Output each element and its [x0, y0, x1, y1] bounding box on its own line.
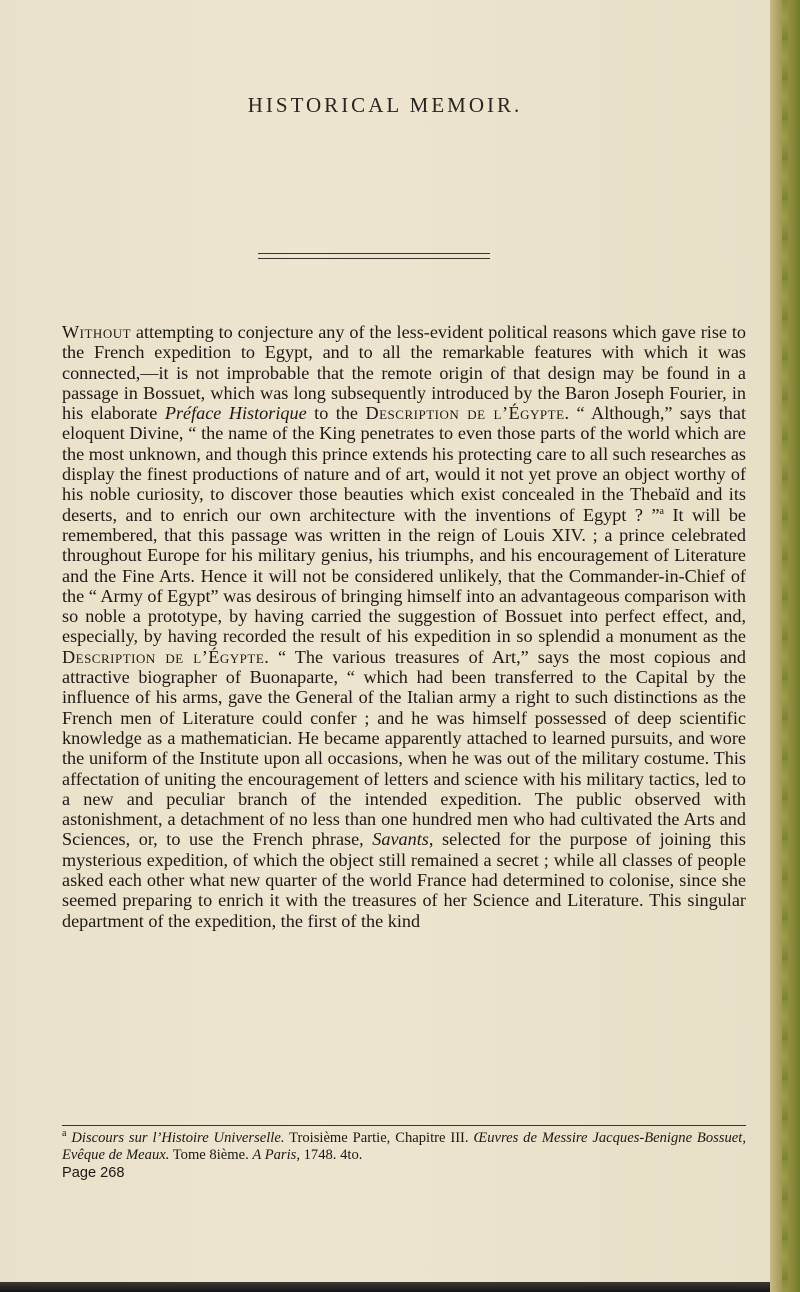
body-paragraph: Without attempting to conjecture any of the less-evident political reasons which gave rise to the French expedition to Egypt, and to all the remarkable features with which it was connected,—it is not improbable that the remote origin of that design may be found in a passage in Bossuet, which was long subsequently introduced by the Baron Joseph Fourier, in his elaborate Préface Historique to the Description de l’Égypte. “ Although,” says that eloquent Divine, “ the name of the King penetrates to even those parts of the world which are the most unknown, and though this prince extends his protecting care to all such researches as display the finest productions of nature and of art, would it not yet prove an object worthy of his noble curiosity, to discover those beauties which exist concealed in the Thebaïd and its deserts, and to enrich our own architecture with the inventions of Egypt ? ”$^a$ It will be remembered, that this passage was written in the reign of Louis XIV. ; a prince celebrated throughout Europe for his military genius, his triumphs, and his encouragement of Literature and the Fine Arts. Hence it will not be considered unlikely, that the Commander-in-Chief of the “ Army of Egypt” was desirous of bringing himself into an advantageous comparison with so noble a prototype, by having carried the suggestion of Bossuet into perfect effect, and, especially, by having recorded the result of his expedition in so splendid a monument as the Description de l’Égypte. “ The various treasures of Art,” says the most copious and attractive biographer of Buonaparte, “ which had been transferred to the Capital by the influence of his arms, gave the General of the Italian army a right to such distinctions as the French men of Literature could confer ; and he was himself possessed of deep scientific knowledge as a mathematician. He became apparently attached to learned pursuits, and wore the uniform of the Institute upon all occasions, when he was out of the military costume. This affectation of uniting the encouragement of letters and science with his military tactics, led to a new and peculiar branch of the intended expedition. The public observed with astonishment, a detachment of no less than one hundred men who had cultivated the Arts and Sciences, or, to use the French phrase, Savants, selected for the purpose of joining this mysterious expedition, of which the object still remained a secret ; while all classes of people asked each other what new quarter of the world France had determined to colonise, since she seemed preparing to enrich it with the treasures of her Science and Literature. This singular department of the expedition, the first of the kind [62, 322, 746, 931]
footnote-marker: a [62, 1128, 67, 1140]
work-title: Description de l’Égypte [62, 646, 265, 667]
work-title: Description de l’Égypte [365, 403, 565, 424]
page-number-label: Page 268 [62, 1165, 125, 1181]
savants-term: Savants [372, 829, 429, 850]
binding-stripe [782, 0, 788, 1292]
footnote-rule [62, 1125, 746, 1126]
title-rule [258, 253, 490, 259]
preface-title: Préface Historique [164, 403, 307, 424]
opening-word: Without [62, 322, 132, 342]
page-bottom-shadow [0, 1282, 770, 1292]
book-edge [770, 0, 800, 1292]
running-head: HISTORICAL MEMOIR. [247, 93, 523, 117]
footnote-reference: a [659, 505, 664, 517]
footnote: $^a$ Discours sur l’Histoire Universelle. Troisième Partie, Chapitre III. Œuvres de Messire Jacques-Benigne Bossuet, Evêque de Meaux. Tome 8ième. A Paris, 1748. 4to. [62, 1128, 746, 1163]
